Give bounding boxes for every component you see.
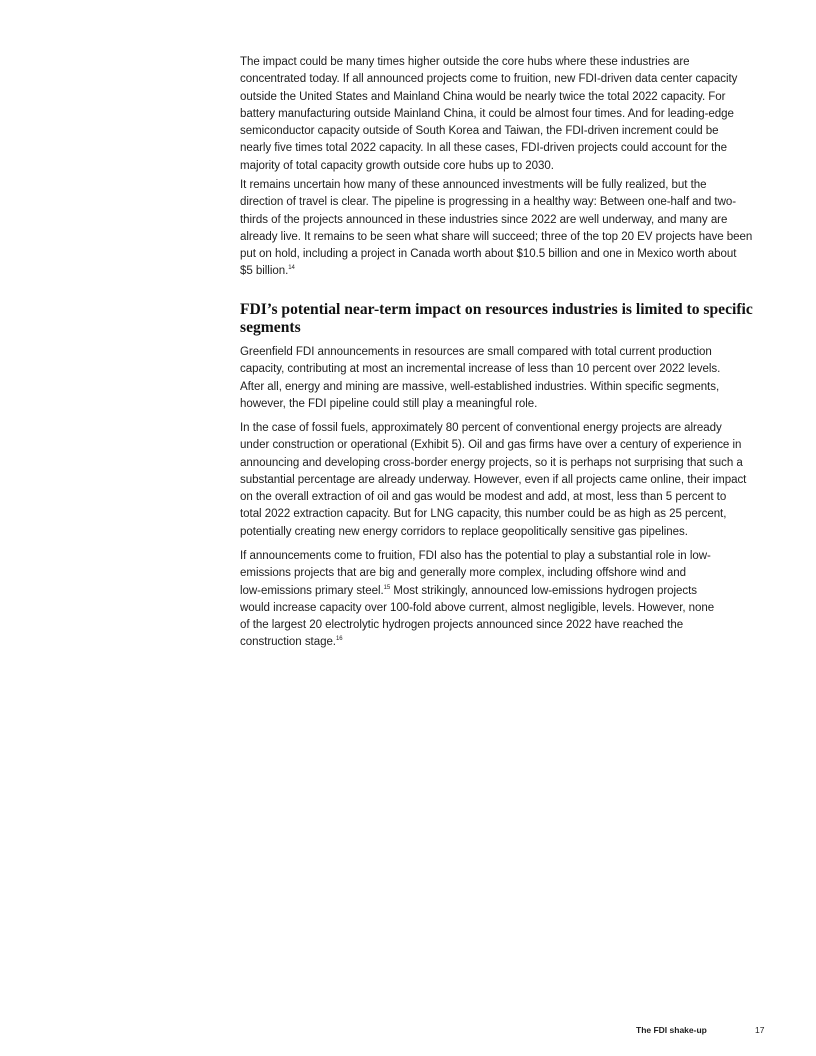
text-line: nearly five times total 2022 capacity. In all these cases, FDI-driven projects could account for the <box>240 142 728 155</box>
text-line: under construction or operational (Exhibit 5). Oil and gas firms have over a century of experience in <box>240 439 742 452</box>
text-line: however, the FDI pipeline could still play a meaningful role. <box>240 397 538 410</box>
paragraph-low-emissions <box>240 548 770 652</box>
text-line: already live. It remains to be seen what share will succeed; three of the top 20 EV projects have been <box>240 230 753 243</box>
footnote-ref[interactable]: 14 <box>288 265 295 272</box>
text-line: capacity, contributing at most an incremental increase of less than 10 percent over 2022 levels. <box>240 363 721 376</box>
text-line: potentially creating new energy corridors to replace geopolitically sensitive gas pipelines. <box>240 525 688 538</box>
text-line: total 2022 extraction capacity. But for LNG capacity, this number could be as high as 25 percent, <box>240 508 727 521</box>
text-line: concentrated today. If all announced projects come to fruition, new FDI-driven data center capacity <box>240 73 738 86</box>
text-line: announcing and developing cross-border energy projects, so it is perhaps not surprising that such a <box>240 456 743 469</box>
text-line: substantial percentage are already underway. However, even if all projects came online, their impact <box>240 473 747 486</box>
page-number: 17 <box>755 1025 765 1035</box>
text-line: It remains uncertain how many of these announced investments will be fully realized, but the <box>240 179 707 191</box>
text-line: outside the United States and Mainland China would be nearly twice the total 2022 capacity. For <box>240 90 726 103</box>
text-line: In the case of fossil fuels, approximately 80 percent of conventional energy projects are already <box>240 422 722 434</box>
text-line: would increase capacity over 100-fold above current, almost negligible, levels. However, none <box>240 601 715 614</box>
text-line: low-emissions primary steel. <box>240 584 384 597</box>
text-line: thirds of the projects announced in these industries since 2022 are well underway, and many are <box>240 213 728 226</box>
text-line: If announcements come to fruition, FDI also has the potential to play a substantial role in low- <box>240 550 711 562</box>
text-line: construction stage. <box>240 636 336 649</box>
text-line: After all, energy and mining are massive, well-established industries. Within specific segments, <box>240 380 720 393</box>
text-line: emissions projects that are big and generally more complex, including offshore wind and <box>240 567 687 580</box>
text-line: direction of travel is clear. The pipeline is progressing in a healthy way: Between one-half and two- <box>240 196 737 209</box>
footnote-ref[interactable]: 15 <box>383 584 391 591</box>
text-line: of the largest 20 electrolytic hydrogen projects announced since 2022 have reached the <box>240 619 684 632</box>
text-line: majority of total capacity growth outside core hubs up to 2030. <box>240 159 554 172</box>
footer-title: The FDI shake-up <box>636 1025 707 1035</box>
section-heading: FDI’s potential near-term impact on resources industries is limited to specific segments <box>240 301 753 336</box>
paragraph-pipeline-progress <box>240 177 770 281</box>
footnote-ref[interactable]: 16 <box>335 636 343 643</box>
text-line: The impact could be many times higher outside the core hubs where these industries are <box>240 56 690 68</box>
paragraph-fossil-fuels <box>240 420 770 541</box>
text-line: semiconductor capacity outside of South Korea and Taiwan, the FDI-driven increment could be <box>240 125 719 138</box>
text-line: Greenfield FDI announcements in resources are small compared with total current production <box>240 346 712 358</box>
text-line: put on hold, including a project in Canada worth about $10.5 billion and one in Mexico worth about <box>240 248 737 261</box>
text-line: $5 billion. <box>240 265 289 278</box>
text-line: on the overall extraction of oil and gas would be modest and add, at most, less than 5 percent to <box>240 491 727 504</box>
paragraph-capacity-impact <box>240 54 770 175</box>
text-line: battery manufacturing outside Mainland China, it could be almost four times. And for leading-edge <box>240 107 734 120</box>
paragraph-resources <box>240 344 770 413</box>
text-line: Most strikingly, announced low-emissions hydrogen projects <box>390 584 698 597</box>
